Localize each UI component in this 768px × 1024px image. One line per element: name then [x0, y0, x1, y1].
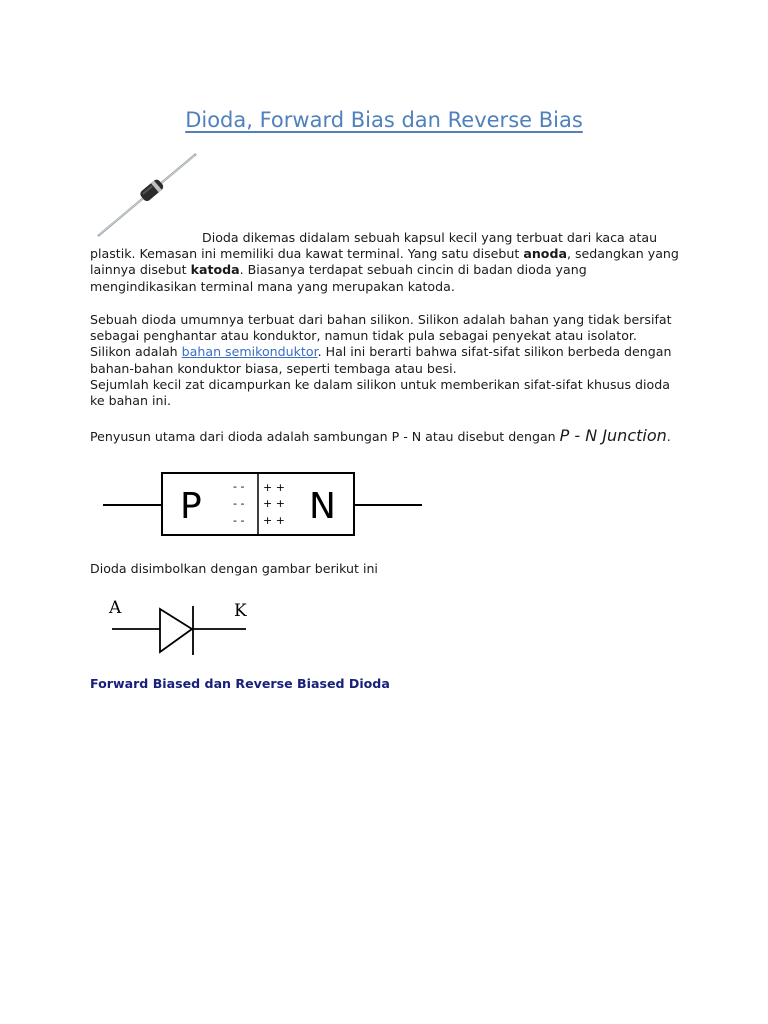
term-pn-junction: P - N Junction — [559, 426, 667, 445]
plus-charge: + + — [263, 497, 285, 510]
minus-charge: - - — [233, 497, 245, 510]
paragraph-junction: Penyusun utama dari dioda adalah sambungan P - N atau disebut dengan P - N Junction. — [90, 426, 671, 445]
term-katoda: katoda — [190, 262, 240, 278]
semikonduktor-link[interactable]: bahan semikonduktor — [181, 344, 318, 360]
paragraph-symbol-intro: Dioda disimbolkan dengan gambar berikut ini — [90, 561, 378, 576]
paragraph-silicon: Sebuah dioda umumnya terbuat dari bahan silikon. Silikon adalah bahan yang tidak bersifat sebagai penghantar atau konduktor, namun tidak pula sebagai penyekat atau isolator. Silikon adalah bahan semikonduktor. Hal ini berarti bahwa sifat-sifat silikon berbeda dengan bahan-bahan konduktor biasa, seperti tembaga atau besi. Sejumlah kecil zat dicampurkan ke dalam silikon untuk memberikan sifat-sifat khusus dioda ke bahan ini. — [90, 312, 672, 409]
pn-junction-diagram — [100, 470, 425, 540]
p-label: P — [180, 486, 202, 527]
minus-charge: - - — [233, 480, 245, 493]
page-title: Dioda, Forward Bias dan Reverse Bias — [185, 108, 583, 132]
minus-charge: - - — [233, 514, 245, 527]
n-label: N — [309, 486, 336, 527]
paragraph-packaging: Dioda dikemas didalam sebuah kapsul kecil yang terbuat dari kaca atau plastik. Kemasan ini memiliki dua kawat terminal. Yang satu disebut anoda, sedangkan yang lainnya disebut katoda. Biasanya terdapat sebuah cincin di badan dioda yang mengindikasikan terminal mana yang merupakan katoda. — [90, 230, 679, 294]
cathode-label: K — [234, 601, 247, 621]
diode-triangle — [160, 609, 192, 652]
subheading: Forward Biased dan Reverse Biased Dioda — [90, 676, 390, 691]
plus-charge: + + — [263, 481, 285, 494]
anode-label: A — [109, 598, 122, 618]
plus-charge: + + — [263, 514, 285, 527]
diode-symbol — [100, 596, 260, 662]
term-anoda: anoda — [523, 246, 567, 262]
diode-photo — [92, 150, 202, 240]
